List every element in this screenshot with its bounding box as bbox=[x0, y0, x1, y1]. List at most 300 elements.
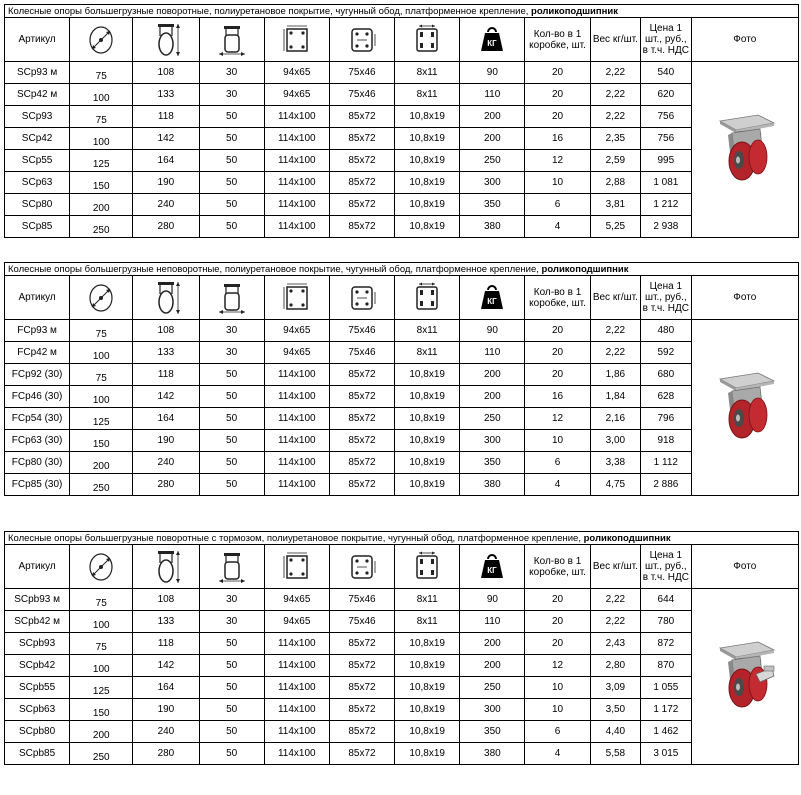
bolt-hole-cell: 10,8x19 bbox=[395, 194, 460, 216]
plate-size-header bbox=[264, 276, 329, 320]
hole-spacing-cell: 85x72 bbox=[329, 677, 394, 699]
height-cell: 108 bbox=[133, 62, 199, 84]
article-cell: SCpb63 bbox=[5, 699, 70, 721]
hole-spacing-cell: 85x72 bbox=[329, 386, 394, 408]
table-row bbox=[5, 633, 799, 655]
wheel-height-icon bbox=[133, 549, 198, 585]
photo-cell bbox=[691, 589, 798, 765]
qty-cell: 10 bbox=[525, 699, 590, 721]
plate-size-cell: 114x100 bbox=[264, 386, 329, 408]
table-row bbox=[5, 655, 799, 677]
plate-size-header bbox=[264, 18, 329, 62]
qty-cell: 4 bbox=[525, 743, 590, 765]
width-cell: 50 bbox=[199, 452, 264, 474]
width-cell: 50 bbox=[199, 677, 264, 699]
weight-cell: 2,59 bbox=[590, 150, 640, 172]
bolt-hole-header bbox=[395, 276, 460, 320]
qty-cell: 20 bbox=[525, 611, 590, 633]
table-row bbox=[5, 430, 799, 452]
table-row bbox=[5, 386, 799, 408]
price-cell: 1 462 bbox=[641, 721, 691, 743]
load-cell: 300 bbox=[460, 430, 525, 452]
article-cell: SCp63 bbox=[5, 172, 70, 194]
diameter-cell: 75 bbox=[70, 589, 133, 611]
diameter-cell: 100 bbox=[70, 128, 133, 150]
price-cell: 1 081 bbox=[641, 172, 691, 194]
weight-cell: 2,22 bbox=[590, 342, 640, 364]
wheel-height-icon bbox=[133, 22, 198, 58]
load-cell: 200 bbox=[460, 633, 525, 655]
hole-spacing-header bbox=[329, 545, 394, 589]
width-cell: 50 bbox=[199, 194, 264, 216]
width-cell: 50 bbox=[199, 128, 264, 150]
price-cell: 644 bbox=[641, 589, 691, 611]
photo-header: Фото bbox=[691, 18, 798, 62]
bolt-hole-cell: 10,8x19 bbox=[395, 655, 460, 677]
bolt-hole-header bbox=[395, 545, 460, 589]
header-row bbox=[5, 18, 799, 62]
qty-cell: 6 bbox=[525, 721, 590, 743]
wheel-width-icon bbox=[200, 23, 264, 57]
hole-spacing-cell: 85x72 bbox=[329, 743, 394, 765]
bolt-hole-cell: 8x11 bbox=[395, 611, 460, 633]
hole-spacing-cell: 85x72 bbox=[329, 474, 394, 496]
weight-cell: 5,58 bbox=[590, 743, 640, 765]
wheel-height-icon bbox=[133, 280, 198, 316]
bolt-hole-cell: 8x11 bbox=[395, 320, 460, 342]
weight-cell: 3,81 bbox=[590, 194, 640, 216]
article-cell: SCpb80 bbox=[5, 721, 70, 743]
price-cell: 1 172 bbox=[641, 699, 691, 721]
plate-size-icon bbox=[265, 24, 329, 56]
width-cell: 50 bbox=[199, 699, 264, 721]
plate-size-cell: 114x100 bbox=[264, 194, 329, 216]
article-header: Артикул bbox=[5, 18, 70, 62]
hole-spacing-cell: 85x72 bbox=[329, 194, 394, 216]
article-cell: SCpb93 bbox=[5, 633, 70, 655]
price-cell: 872 bbox=[641, 633, 691, 655]
bolt-hole-cell: 10,8x19 bbox=[395, 721, 460, 743]
bolt-hole-icon bbox=[395, 551, 459, 583]
load-cell: 250 bbox=[460, 150, 525, 172]
hole-spacing-cell: 75x46 bbox=[329, 84, 394, 106]
bolt-hole-cell: 10,8x19 bbox=[395, 408, 460, 430]
weight-cell: 2,22 bbox=[590, 611, 640, 633]
table-row bbox=[5, 699, 799, 721]
width-cell: 50 bbox=[199, 408, 264, 430]
load-cell: 380 bbox=[460, 474, 525, 496]
table-row bbox=[5, 589, 799, 611]
qty-cell: 4 bbox=[525, 216, 590, 238]
wheel-width-header bbox=[199, 18, 264, 62]
article-cell: SCpb85 bbox=[5, 743, 70, 765]
load-cell: 300 bbox=[460, 172, 525, 194]
bolt-hole-cell: 10,8x19 bbox=[395, 633, 460, 655]
weight-cell: 2,22 bbox=[590, 106, 640, 128]
diameter-cell: 250 bbox=[70, 743, 133, 765]
wheel-height-header bbox=[133, 545, 199, 589]
table-row bbox=[5, 150, 799, 172]
header-row bbox=[5, 545, 799, 589]
bolt-hole-cell: 8x11 bbox=[395, 342, 460, 364]
diameter-cell: 200 bbox=[70, 194, 133, 216]
qty-cell: 20 bbox=[525, 320, 590, 342]
plate-size-cell: 114x100 bbox=[264, 474, 329, 496]
qty-cell: 20 bbox=[525, 633, 590, 655]
bolt-hole-cell: 10,8x19 bbox=[395, 364, 460, 386]
price-cell: 480 bbox=[641, 320, 691, 342]
plate-size-cell: 114x100 bbox=[264, 452, 329, 474]
diameter-cell: 125 bbox=[70, 408, 133, 430]
article-cell: FCp42 м bbox=[5, 342, 70, 364]
weight-cell: 2,22 bbox=[590, 320, 640, 342]
price-cell: 1 112 bbox=[641, 452, 691, 474]
height-cell: 240 bbox=[133, 721, 199, 743]
weight-cell: 2,22 bbox=[590, 589, 640, 611]
table-title-row bbox=[5, 263, 799, 276]
plate-size-cell: 114x100 bbox=[264, 430, 329, 452]
weight-cell: 1,84 bbox=[590, 386, 640, 408]
svg-text:КГ: КГ bbox=[487, 296, 498, 306]
load-cell: 110 bbox=[460, 611, 525, 633]
table-row bbox=[5, 452, 799, 474]
bolt-hole-cell: 8x11 bbox=[395, 62, 460, 84]
article-cell: FCp46 (30) bbox=[5, 386, 70, 408]
plate-size-cell: 114x100 bbox=[264, 699, 329, 721]
plate-size-cell: 114x100 bbox=[264, 150, 329, 172]
price-cell: 1 055 bbox=[641, 677, 691, 699]
article-cell: SCpb42 bbox=[5, 655, 70, 677]
bolt-hole-cell: 10,8x19 bbox=[395, 699, 460, 721]
weight-cell: 2,22 bbox=[590, 84, 640, 106]
price-cell: 2 886 bbox=[641, 474, 691, 496]
table-brake bbox=[4, 531, 799, 765]
price-cell: 628 bbox=[641, 386, 691, 408]
diameter-cell: 100 bbox=[70, 84, 133, 106]
wheel-height-header bbox=[133, 276, 199, 320]
table-title-row bbox=[5, 532, 799, 545]
height-cell: 142 bbox=[133, 386, 199, 408]
weight-header: Вес кг/шт. bbox=[590, 545, 640, 589]
diameter-cell: 150 bbox=[70, 172, 133, 194]
bolt-hole-icon bbox=[395, 24, 459, 56]
table-row bbox=[5, 364, 799, 386]
table-row bbox=[5, 320, 799, 342]
table-title bbox=[5, 5, 799, 18]
load-cell: 200 bbox=[460, 655, 525, 677]
height-cell: 108 bbox=[133, 320, 199, 342]
price-cell: 995 bbox=[641, 150, 691, 172]
hole-spacing-cell: 85x72 bbox=[329, 430, 394, 452]
load-cell: 350 bbox=[460, 452, 525, 474]
width-cell: 30 bbox=[199, 84, 264, 106]
qty-cell: 20 bbox=[525, 364, 590, 386]
load-cell: 200 bbox=[460, 106, 525, 128]
wheel-diameter-header bbox=[70, 276, 133, 320]
title-text: Колесные опоры большегрузные поворотные, полиуретановое покрытие, чугунный обод, платформенное крепление, bbox=[8, 5, 532, 17]
wheel-width-icon bbox=[200, 281, 264, 315]
diameter-cell: 75 bbox=[70, 62, 133, 84]
load-cell: 350 bbox=[460, 194, 525, 216]
load-cell: 350 bbox=[460, 721, 525, 743]
bolt-hole-header bbox=[395, 18, 460, 62]
qty-cell: 12 bbox=[525, 408, 590, 430]
qty-header: Кол-во в 1 коробке, шт. bbox=[525, 545, 590, 589]
article-cell: SCp42 bbox=[5, 128, 70, 150]
diameter-cell: 250 bbox=[70, 216, 133, 238]
qty-cell: 10 bbox=[525, 430, 590, 452]
diameter-cell: 75 bbox=[70, 106, 133, 128]
plate-size-cell: 114x100 bbox=[264, 106, 329, 128]
table-row bbox=[5, 128, 799, 150]
height-cell: 118 bbox=[133, 106, 199, 128]
width-cell: 50 bbox=[199, 364, 264, 386]
table-row bbox=[5, 743, 799, 765]
price-cell: 592 bbox=[641, 342, 691, 364]
width-cell: 50 bbox=[199, 743, 264, 765]
height-cell: 108 bbox=[133, 589, 199, 611]
height-cell: 280 bbox=[133, 743, 199, 765]
article-cell: FCp93 м bbox=[5, 320, 70, 342]
bolt-hole-cell: 10,8x19 bbox=[395, 128, 460, 150]
hole-spacing-cell: 75x46 bbox=[329, 62, 394, 84]
table-fixed bbox=[4, 262, 799, 496]
width-cell: 50 bbox=[199, 172, 264, 194]
wheel-diameter-icon bbox=[70, 550, 132, 584]
load-cell: 90 bbox=[460, 62, 525, 84]
bolt-hole-cell: 10,8x19 bbox=[395, 677, 460, 699]
width-cell: 50 bbox=[199, 721, 264, 743]
diameter-cell: 150 bbox=[70, 699, 133, 721]
svg-text:КГ: КГ bbox=[487, 38, 498, 48]
plate-size-cell: 94x65 bbox=[264, 320, 329, 342]
price-header: Цена 1 шт., руб., в т.ч. НДС bbox=[641, 276, 691, 320]
article-cell: FCp92 (30) bbox=[5, 364, 70, 386]
width-cell: 50 bbox=[199, 430, 264, 452]
hole-spacing-cell: 85x72 bbox=[329, 655, 394, 677]
article-cell: SCp85 bbox=[5, 216, 70, 238]
bolt-hole-icon bbox=[395, 282, 459, 314]
title-bold-text: роликоподшипник bbox=[541, 263, 629, 275]
price-cell: 756 bbox=[641, 128, 691, 150]
load-cell: 250 bbox=[460, 677, 525, 699]
price-cell: 918 bbox=[641, 430, 691, 452]
diameter-cell: 100 bbox=[70, 611, 133, 633]
bolt-hole-cell: 8x11 bbox=[395, 589, 460, 611]
width-cell: 50 bbox=[199, 633, 264, 655]
height-cell: 142 bbox=[133, 655, 199, 677]
qty-cell: 20 bbox=[525, 342, 590, 364]
hole-spacing-cell: 75x46 bbox=[329, 589, 394, 611]
load-cell: 200 bbox=[460, 364, 525, 386]
hole-spacing-cell: 75x46 bbox=[329, 611, 394, 633]
plate-size-cell: 114x100 bbox=[264, 743, 329, 765]
bolt-hole-cell: 10,8x19 bbox=[395, 172, 460, 194]
bolt-hole-cell: 10,8x19 bbox=[395, 430, 460, 452]
bolt-hole-cell: 10,8x19 bbox=[395, 150, 460, 172]
plate-size-cell: 114x100 bbox=[264, 721, 329, 743]
plate-size-icon bbox=[265, 551, 329, 583]
height-cell: 118 bbox=[133, 633, 199, 655]
photo-header: Фото bbox=[691, 545, 798, 589]
plate-size-header bbox=[264, 545, 329, 589]
load-capacity-header bbox=[460, 276, 525, 320]
article-cell: FCp54 (30) bbox=[5, 408, 70, 430]
width-cell: 30 bbox=[199, 62, 264, 84]
header-row bbox=[5, 276, 799, 320]
qty-cell: 4 bbox=[525, 474, 590, 496]
height-cell: 190 bbox=[133, 172, 199, 194]
qty-cell: 20 bbox=[525, 589, 590, 611]
article-header: Артикул bbox=[5, 276, 70, 320]
title-text: Колесные опоры большегрузные поворотные с тормозом, полиуретановое покрытие, чугунный обод, платформенное крепление, bbox=[8, 532, 584, 544]
load-cell: 110 bbox=[460, 342, 525, 364]
weight-cell: 3,50 bbox=[590, 699, 640, 721]
fixed-caster-photo bbox=[712, 435, 778, 446]
width-cell: 50 bbox=[199, 150, 264, 172]
table-row bbox=[5, 408, 799, 430]
article-cell: SCpb93 м bbox=[5, 589, 70, 611]
plate-size-cell: 94x65 bbox=[264, 62, 329, 84]
price-header: Цена 1 шт., руб., в т.ч. НДС bbox=[641, 18, 691, 62]
load-cell: 250 bbox=[460, 408, 525, 430]
width-cell: 50 bbox=[199, 386, 264, 408]
height-cell: 280 bbox=[133, 474, 199, 496]
load-capacity-icon bbox=[460, 27, 524, 53]
table-swivel bbox=[4, 4, 799, 238]
hole-spacing-cell: 85x72 bbox=[329, 364, 394, 386]
article-cell: FCp63 (30) bbox=[5, 430, 70, 452]
weight-cell: 1,86 bbox=[590, 364, 640, 386]
wheel-width-header bbox=[199, 545, 264, 589]
load-cell: 110 bbox=[460, 84, 525, 106]
plate-size-cell: 114x100 bbox=[264, 677, 329, 699]
plate-size-cell: 94x65 bbox=[264, 84, 329, 106]
width-cell: 50 bbox=[199, 106, 264, 128]
swivel-caster-photo bbox=[712, 177, 778, 188]
weight-cell: 4,75 bbox=[590, 474, 640, 496]
weight-header: Вес кг/шт. bbox=[590, 276, 640, 320]
wheel-width-icon bbox=[200, 550, 264, 584]
diameter-cell: 200 bbox=[70, 721, 133, 743]
table-row bbox=[5, 194, 799, 216]
qty-cell: 20 bbox=[525, 106, 590, 128]
plate-size-cell: 114x100 bbox=[264, 128, 329, 150]
diameter-cell: 75 bbox=[70, 633, 133, 655]
height-cell: 133 bbox=[133, 84, 199, 106]
qty-cell: 10 bbox=[525, 172, 590, 194]
weight-cell: 2,88 bbox=[590, 172, 640, 194]
height-cell: 190 bbox=[133, 699, 199, 721]
wheel-diameter-icon bbox=[70, 281, 132, 315]
svg-text:КГ: КГ bbox=[487, 565, 498, 575]
plate-size-cell: 94x65 bbox=[264, 342, 329, 364]
height-cell: 164 bbox=[133, 150, 199, 172]
article-cell: SCp42 м bbox=[5, 84, 70, 106]
hole-spacing-cell: 85x72 bbox=[329, 452, 394, 474]
weight-cell: 4,40 bbox=[590, 721, 640, 743]
table-row bbox=[5, 342, 799, 364]
bolt-hole-cell: 10,8x19 bbox=[395, 743, 460, 765]
price-cell: 620 bbox=[641, 84, 691, 106]
qty-cell: 12 bbox=[525, 655, 590, 677]
qty-cell: 6 bbox=[525, 452, 590, 474]
height-cell: 240 bbox=[133, 452, 199, 474]
hole-spacing-cell: 85x72 bbox=[329, 699, 394, 721]
article-cell: SCp93 м bbox=[5, 62, 70, 84]
wheel-height-header bbox=[133, 18, 199, 62]
hole-spacing-cell: 85x72 bbox=[329, 721, 394, 743]
load-capacity-icon bbox=[460, 285, 524, 311]
qty-header: Кол-во в 1 коробке, шт. bbox=[525, 276, 590, 320]
width-cell: 30 bbox=[199, 342, 264, 364]
hole-spacing-cell: 85x72 bbox=[329, 408, 394, 430]
plate-size-cell: 114x100 bbox=[264, 216, 329, 238]
table-row bbox=[5, 106, 799, 128]
article-cell: FCp85 (30) bbox=[5, 474, 70, 496]
wheel-diameter-icon bbox=[70, 23, 132, 57]
diameter-cell: 100 bbox=[70, 342, 133, 364]
plate-size-icon bbox=[265, 282, 329, 314]
hole-spacing-header bbox=[329, 18, 394, 62]
table-row bbox=[5, 172, 799, 194]
wheel-diameter-header bbox=[70, 18, 133, 62]
diameter-cell: 200 bbox=[70, 452, 133, 474]
width-cell: 50 bbox=[199, 474, 264, 496]
width-cell: 50 bbox=[199, 655, 264, 677]
wheel-width-header bbox=[199, 276, 264, 320]
width-cell: 30 bbox=[199, 320, 264, 342]
bolt-hole-cell: 10,8x19 bbox=[395, 386, 460, 408]
hole-spacing-cell: 75x46 bbox=[329, 320, 394, 342]
load-cell: 90 bbox=[460, 589, 525, 611]
height-cell: 280 bbox=[133, 216, 199, 238]
article-cell: SCpb42 м bbox=[5, 611, 70, 633]
load-capacity-icon bbox=[460, 554, 524, 580]
price-cell: 680 bbox=[641, 364, 691, 386]
height-cell: 164 bbox=[133, 677, 199, 699]
height-cell: 240 bbox=[133, 194, 199, 216]
load-capacity-header bbox=[460, 545, 525, 589]
price-cell: 2 938 bbox=[641, 216, 691, 238]
photo-header: Фото bbox=[691, 276, 798, 320]
plate-size-cell: 114x100 bbox=[264, 633, 329, 655]
plate-size-cell: 114x100 bbox=[264, 655, 329, 677]
load-capacity-header bbox=[460, 18, 525, 62]
article-cell: FCp80 (30) bbox=[5, 452, 70, 474]
weight-cell: 2,16 bbox=[590, 408, 640, 430]
weight-cell: 3,00 bbox=[590, 430, 640, 452]
hole-spacing-header bbox=[329, 276, 394, 320]
hole-spacing-cell: 85x72 bbox=[329, 172, 394, 194]
qty-cell: 20 bbox=[525, 84, 590, 106]
photo-cell bbox=[691, 320, 798, 496]
photo-cell bbox=[691, 62, 798, 238]
price-cell: 3 015 bbox=[641, 743, 691, 765]
height-cell: 142 bbox=[133, 128, 199, 150]
load-cell: 300 bbox=[460, 699, 525, 721]
hole-spacing-cell: 85x72 bbox=[329, 150, 394, 172]
height-cell: 133 bbox=[133, 342, 199, 364]
qty-cell: 16 bbox=[525, 128, 590, 150]
weight-cell: 3,38 bbox=[590, 452, 640, 474]
hole-spacing-cell: 85x72 bbox=[329, 128, 394, 150]
weight-header: Вес кг/шт. bbox=[590, 18, 640, 62]
weight-cell: 2,35 bbox=[590, 128, 640, 150]
hole-spacing-cell: 75x46 bbox=[329, 342, 394, 364]
price-cell: 540 bbox=[641, 62, 691, 84]
table-row bbox=[5, 721, 799, 743]
